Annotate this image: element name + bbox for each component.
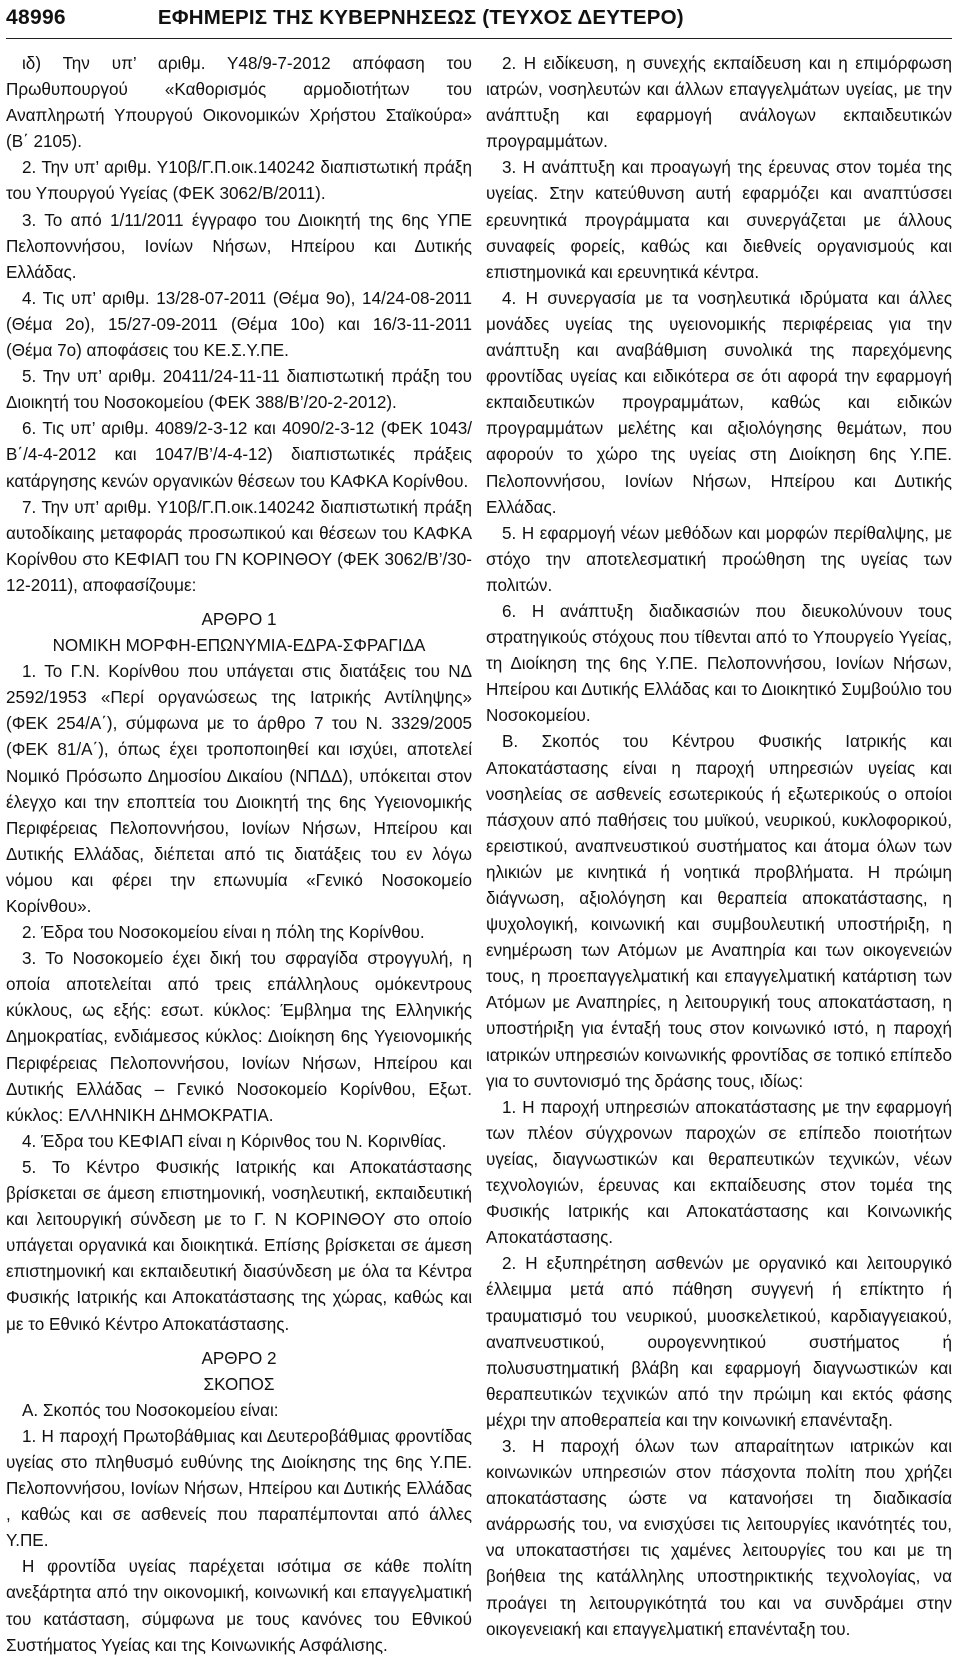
paragraph: 3. Το Νοσοκομείο έχει δική του σφραγίδα στρογγυλή, η οποία αποτελείται από τρεις επάλληλους ομόκεντρους κύκλους, ως εξής: εσωτ. κύκλος: Έμβλημα της Ελληνικής Δημοκρατίας, ενδιάμεσος κύκλος: Διοίκηση 6ης Υγειονομικής Περιφέρειας Πελοποννήσου, Ιονίων Νήσων, Ηπείρου και Δυτικής Ελλάδας – Γενικό Νοσοκομείο Κορίνθου, Εξωτ. κύκλος: ΕΛΛΗΝΙΚΗ ΔΗΜΟΚΡΑΤΙΑ. [6, 949, 472, 1125]
paragraph: 3. Η ανάπτυξη και προαγωγή της έρευνας στον τομέα της υγείας. Στην κατεύθυνση αυτή εφαρμόζει και αναπτύσσει ερευνητικά προγράμματα και συνεργάζεται με άλλους συναφείς φορείς, καθώς και διεθνείς οργανισμούς και επιστημονικά και ερευνητικά κέντρα. [486, 158, 952, 282]
paragraph: 4. Η συνεργασία με τα νοσηλευτικά ιδρύματα και άλλες μονάδες υγείας της υγειονομικής περιφέρειας για την ανάπτυξη και αναβάθμιση συνολικά της παρεχόμενης φροντίδας υγείας και ειδικότερα σε ότι αφορά την εφαρμογή εκπαιδευτικών προγραμμάτων, καθώς και ειδικών προγραμμάτων μελέτης και αξιολόγησης θεμάτων, που αφορούν το χώρο της υγείας στη Διοίκηση 6ης Υ.ΠΕ. Πελοποννήσου, Ιονίων Νήσων, Ηπείρου και Δυτικής Ελλάδας. [486, 288, 952, 517]
paragraph: 1. Η παροχή υπηρεσιών αποκατάστασης με την εφαρμογή των πλέον σύγχρονων παροχών σε επίπεδο ποιοτήτων υγείας, διαγνωστικών και θεραπευτικών τεχνικών, νέων τεχνολογιών, έρευνας και εκπαίδευσης στον τομέα της Φυσικής Ιατρικής και Αποκατάστασης και Κοινωνικής Αποκατάστασης. [486, 1097, 952, 1248]
article-1-title: ΑΡΘΡΟ 1 [201, 609, 277, 629]
paragraph: Η φροντίδα υγείας παρέχεται ισότιμα σε κάθε πολίτη ανεξάρτητα από την οικονομική, κοινωνική και επαγγελματική του κατάσταση, σύμφωνα με τους κανόνες του Εθνικού Συστήματος Υγείας και της Κοινωνικής Ασφάλισης. [6, 1557, 472, 1655]
paragraph: Α. Σκοπός του Νοσοκομείου είναι: [22, 1400, 279, 1420]
paragraph: 6. Η ανάπτυξη διαδικασιών που διευκολύνουν τους στρατηγικούς στόχους που τίθενται από το Υπουργείο Υγείας, τη Διοίκηση της 6ης Υ.ΠΕ. Πελοποννήσου, Ιονίων Νήσων, Ηπείρου και Δυτικής Ελλάδας και το Διοικητικό Συμβούλιο του Νοσοκομείου. [486, 601, 952, 726]
paragraph: 6. Τις υπ’ αριθμ. 4089/2-3-12 και 4090/2-3-12 (ΦΕΚ 1043/Β΄/4-4-2012 και 1047/Β’/4-4-12) διαπιστωτικές πράξεις κατάργησης κενών οργανικών θέσεων του ΚΑΦΚΑ Κορίνθου. [6, 419, 472, 491]
page-number: 48996 [6, 6, 66, 29]
right-column [486, 51, 952, 1659]
paragraph: 2. Η ειδίκευση, η συνεχής εκπαίδευση και η επιμόρφωση ιατρών, νοσηλευτών και άλλων επαγγελμάτων υγείας, με την ανάπτυξη και εφαρμογή ανάλογων εκπαιδευτικών προγραμμάτων. [486, 54, 952, 152]
paragraph: 3. Το από 1/11/2011 έγγραφο του Διοικητή της 6ης ΥΠΕ Πελοποννήσου, Ιονίων Νήσων, Ηπείρου και Δυτικής Ελλάδας. [6, 210, 472, 282]
header-rule [6, 38, 952, 39]
paragraph: 4. Έδρα του ΚΕΦΙΑΠ είναι η Κόρινθος του Ν. Κορινθίας. [22, 1131, 447, 1151]
paragraph: 1. Το Γ.Ν. Κορίνθου που υπάγεται στις διατάξεις του ΝΔ 2592/1953 «Περί οργανώσεως της Ιατρικής Αντίληψης» (ΦΕΚ 254/Α΄), σύμφωνα με το άρθρο 7 του Ν. 3329/2005 (ΦΕΚ 81/Α΄), όπως έχει τροποποιηθεί και ισχύει, αποτελεί Νομικό Πρόσωπο Δημοσίου Δικαίου (ΝΠΔΔ), υπόκειται στον έλεγχο και την εποπτεία του Διοικητή της 6ης Υγειονομικής Περιφέρειας Πελοποννήσου, Ιονίων Νήσων, Ηπείρου και Δυτικής Ελλάδας, διέπεται από τις διατάξεις του εν λόγω νόμου και φέρει την επωνυμία «Γενικό Νοσοκομείο Κορίνθου». [6, 662, 472, 916]
paragraph: 4. Τις υπ’ αριθμ. 13/28-07-2011 (Θέμα 9ο), 14/24-08-2011 (Θέμα 2ο), 15/27-09-2011 (Θέμα 10ο) και 16/3-11-2011 (Θέμα 7ο) αποφάσεις του ΚΕ.Σ.Υ.ΠΕ. [6, 288, 472, 361]
paragraph: 7. Την υπ’ αριθμ. Υ10β/Γ.Π.οικ.140242 διαπιστωτική πράξη αυτοδίκαιης μεταφοράς προσωπικού και θέσεων του ΚΑΦΚΑ Κορίνθου στο ΚΕΦΙΑΠ του ΓΝ ΚΟΡΙΝΘΟΥ (ΦΕΚ 3062/Β’/30-12-2011), αποφασίζουμε: [6, 497, 472, 595]
paragraph: 5. Η εφαρμογή νέων μεθόδων και μορφών περίθαλψης, με στόχο την αποτελεσματική προώθηση της υγείας των πολιτών. [486, 523, 952, 595]
article-2-subtitle: ΣΚΟΠΟΣ [203, 1374, 275, 1394]
paragraph: 5. Την υπ’ αριθμ. 20411/24-11-11 διαπιστωτική πράξη του Διοικητή του Νοσοκομείου (ΦΕΚ 388/Β’/20-2-2012). [6, 367, 472, 413]
article-2-title: ΑΡΘΡΟ 2 [201, 1348, 277, 1368]
text-columns [6, 51, 952, 1659]
paragraph: 2. Η εξυπηρέτηση ασθενών με οργανικό και λειτουργικό έλλειμμα μετά από πάθηση συγγενή ή επίκτητο ή τραυματισμό του νευρικού, μυοσκελετικού, καρδιαγγειακού, αναπνευστικού, ουρογεννητικού συστήματος ή πολυσυστηματική βλάβη και εφαρμογή διαγνωστικών και θεραπευτικών τεχνικών από την πρώιμη και εκτός φάσης μέχρι την αποθεραπεία και την κοινωνική επανένταξη. [486, 1254, 952, 1430]
left-column [6, 51, 472, 1659]
paragraph: Β. Σκοπός του Κέντρου Φυσικής Ιατρικής και Αποκατάστασης είναι η παροχή υπηρεσιών υγείας και νοσηλείας σε ασθενείς εσωτερικούς ή εξωτερικούς ο οποίοι πάσχουν από παθήσεις του μυϊκού, νευρικού, κυκλοφορικού, ερειστικού, αναπνευστικού συστήματος και άτομα όλων των ηλικιών με κινητικά ή νοητικά προβλήματα. Η πρώιμη διάγνωση, αξιολόγηση και θεραπεία αποκατάστασης, η ψυχολογική, κοινωνική και συμβουλευτική υποστήριξη, η ενημέρωση των Ατόμων με Αναπηρία και των οικογενειών τους, η προεπαγγελματική και επαγγελματική κατάρτιση των Ατόμων με Αναπηρίες, η λειτουργική τους αποκατάσταση, η υποστήριξη για ένταξή τους στον κοινωνικό ιστό, η παροχή ιατρικών υπηρεσιών κοινωνικής φροντίδας σε τοπικό επίπεδο για το συντονισμό της δράσης τους, ιδίως: [486, 732, 952, 1091]
paragraph: 2. Έδρα του Νοσοκομείου είναι η πόλη της Κορίνθου. [22, 923, 425, 943]
paragraph: 2. Την υπ’ αριθμ. Υ10β/Γ.Π.οικ.140242 διαπιστωτική πράξη του Υπουργού Υγείας (ΦΕΚ 3062/Β/2011). [6, 158, 472, 204]
article-1-subtitle: ΝΟΜΙΚΗ ΜΟΡΦΗ-ΕΠΩΝΥΜΙΑ-ΕΔΡΑ-ΣΦΡΑΓΙΔΑ [52, 636, 426, 656]
gazette-title: ΕΦΗΜΕΡΙΣ ΤΗΣ ΚΥΒΕΡΝΗΣΕΩΣ (ΤΕΥΧΟΣ ΔΕΥΤΕΡΟ) [157, 6, 684, 29]
page-header [6, 6, 952, 36]
paragraph: 3. Η παροχή όλων των απαραίτητων ιατρικών και κοινωνικών υπηρεσιών στον πάσχοντα πολίτη που χρήζει αποκατάστασης ώστε να κατανοήσει τη διαδικασία ανάρρωσής του, να ενισχύσει τις λειτουργίες ικανότητές του, να υποκαταστήσει τις χαμένες λειτουργίες του και με τη βοήθεια της κατάλληλης υποστηρικτικής τεχνολογίας, να προάγει τη λειτουργικότητά του και να συνδράμει στην οικογενειακή και επαγγελματική επανένταξη του. [486, 1436, 952, 1639]
paragraph: 1. Η παροχή Πρωτοβάθμιας και Δευτεροβάθμιας φροντίδας υγείας στο πληθυσμό ευθύνης της Διοίκησης της 6ης Υ.ΠΕ. Πελοποννήσου, Ιονίων Νήσων, Ηπείρου και Δυτικής Ελλάδας , καθώς και σε ασθενείς που παραπέμπονται από άλλες Υ.ΠΕ. [6, 1426, 472, 1551]
paragraph: ιδ) Την υπ’ αριθμ. Υ48/9-7-2012 απόφαση του Πρωθυπουργού «Καθορισμός αρμοδιοτήτων του Αναπληρωτή Υπουργού Οικονομικών Χρήστου Σταϊκούρα» (Β΄ 2105). [6, 54, 472, 152]
paragraph: 5. Το Κέντρο Φυσικής Ιατρικής και Αποκατάστασης βρίσκεται σε άμεση επιστημονική, νοσηλευτική, εκπαιδευτική και λειτουργική σύνδεση με το Γ. Ν ΚΟΡΙΝΘΟΥ στο οποίο υπάγεται οργανικά και διοικητικά. Επίσης βρίσκεται σε άμεση επιστημονική και εκπαιδευτική διασύνδεση με όλα τα Κέντρα Φυσικής Ιατρικής και Αποκατάστασης της χώρας, καθώς και με το Εθνικό Κέντρο Αποκατάστασης. [6, 1157, 472, 1334]
